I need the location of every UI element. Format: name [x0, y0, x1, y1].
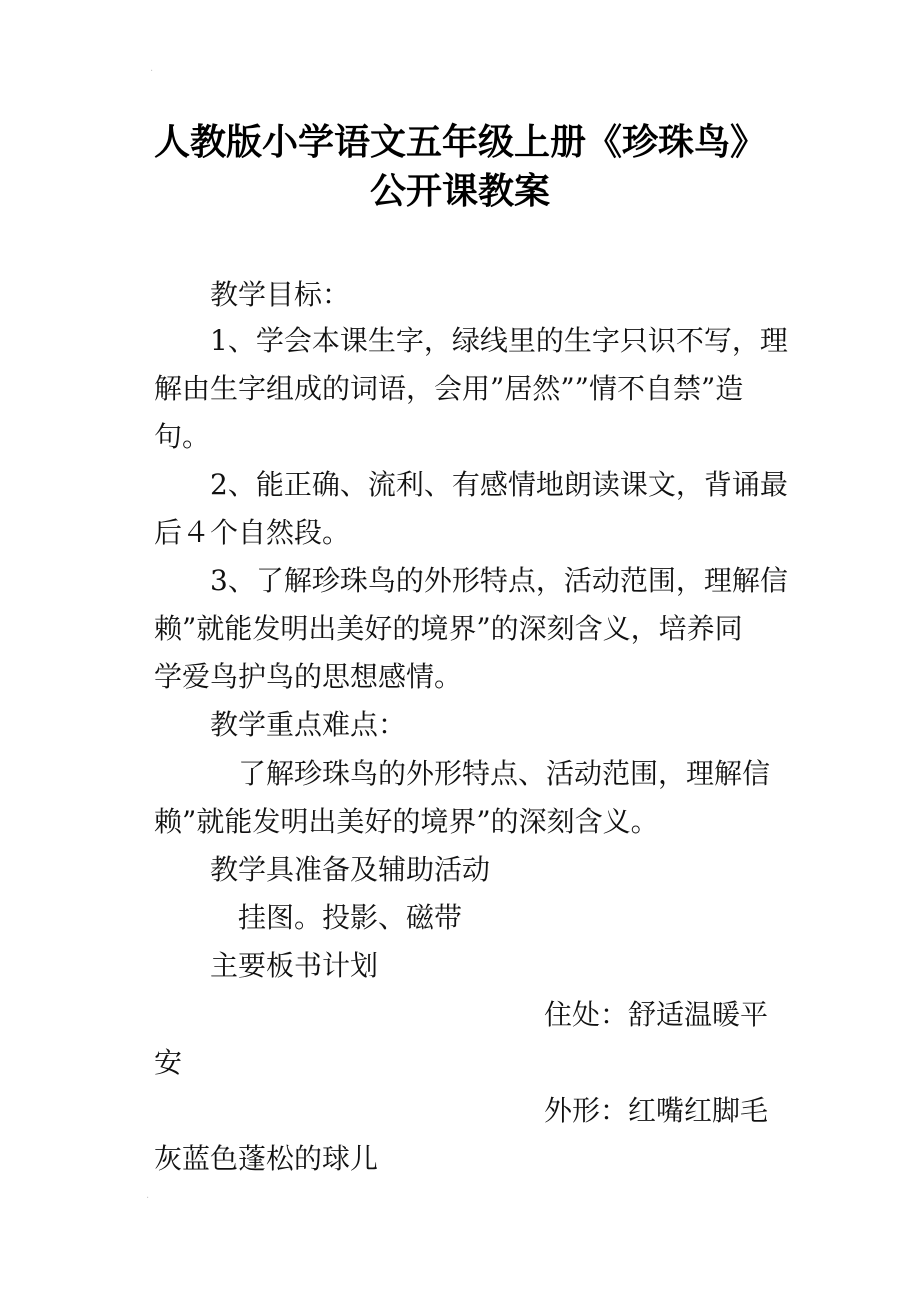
section-heading-board-plan: 主要板书计划	[210, 949, 379, 982]
document-title-line-1: 人教版小学语文五年级上册《珍珠鸟》	[153, 122, 766, 163]
section-heading-key-points: 教学重点难点：	[210, 708, 407, 741]
board-plan-residence-line-1: 住处：舒适温暖平	[544, 998, 769, 1031]
objective-3-line-3: 学爱鸟护鸟的思想感情。	[154, 660, 463, 693]
key-points-line-1: 了解珍珠鸟的外形特点、活动范围，理解信	[238, 757, 771, 790]
objective-3-line-1: 3、了解珍珠鸟的外形特点，活动范围，理解信	[210, 564, 788, 597]
key-points-line-2: 赖”就能发明出美好的境界”的深刻含义。	[154, 805, 659, 838]
materials-line: 挂图。投影、磁带	[238, 901, 463, 934]
board-plan-appearance-line-1: 外形：红嘴红脚毛	[544, 1094, 769, 1127]
board-plan-appearance-line-2: 灰蓝色蓬松的球儿	[154, 1142, 379, 1175]
document-title-line-2: 公开课教案	[369, 171, 550, 212]
board-plan-residence-line-2: 安	[154, 1046, 183, 1079]
objective-1-line-2: 解由生字组成的词语，会用”居然””情不自禁”造	[154, 372, 744, 405]
objective-2-line-1: 2、能正确、流利、有感情地朗读课文，背诵最	[210, 468, 788, 501]
section-heading-materials: 教学具准备及辅助活动	[210, 853, 491, 886]
objective-2-line-2: 后４个自然段。	[154, 516, 351, 549]
corner-mark-top: ·	[150, 66, 154, 77]
corner-mark-bottom: ·	[146, 1193, 150, 1204]
objective-1-line-3: 句。	[154, 420, 211, 453]
objective-3-line-2: 赖”就能发明出美好的境界”的深刻含义，培养同	[154, 612, 743, 645]
objective-1-line-1: 1、学会本课生字，绿线里的生字只识不写，理	[210, 324, 788, 357]
section-heading-objectives: 教学目标：	[210, 278, 351, 311]
